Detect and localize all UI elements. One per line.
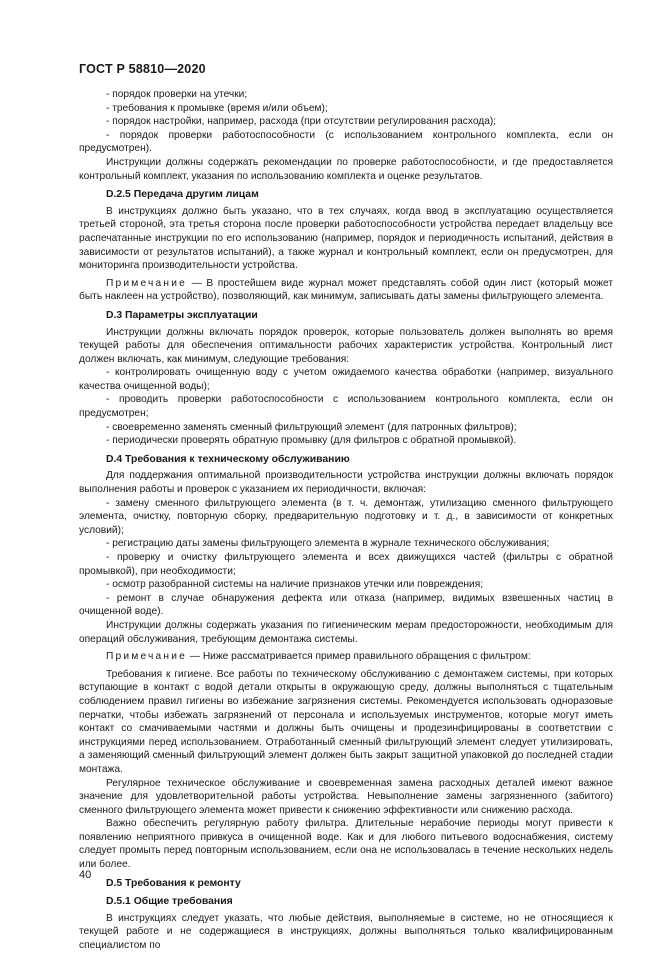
list-item: - периодически проверять обратную промывку (для фильтров с обратной промывкой). (106, 435, 517, 447)
paragraph: Важно обеспечить регулярную работу фильтра. Длительные нерабочие периоды могут привести к появлению неприятного привкуса в очищенной воде. Как и для любого питьевого водоснабжения, систему следует промыть перед повторным использованием, если она не использовалась в течение нескольких недель или более. (79, 818, 613, 871)
note (79, 277, 613, 304)
paragraph: Инструкции должны включать порядок проверок, которые пользователь должен выполнять во время текущей работы для обеспечения оптимальности рабочих характеристик устройства. Контрольный лист должен включать, как минимум, следующие требования: (79, 326, 613, 365)
paragraph: Регулярное техническое обслуживание и своевременная замена расходных деталей имеют важное значение для удовлетворительной работы устройства. Невыполнение замены загрязненного (забитого) сменного фильтрующего элемента может привести к снижению эффективности или снижению расхода. (79, 777, 613, 816)
list-item: - порядок проверки работоспособности (с использованием контрольного комплекта, если он предусмотрен). (79, 129, 613, 155)
list-item: - проверку и очистку фильтрующего элемента и всех движущихся частей (фильтры с обратной промывкой), при необходимости; (79, 552, 613, 577)
note-label: Примечание (106, 651, 187, 663)
list-item: - порядок проверки на утечки; (106, 89, 248, 100)
note-text: — Ниже рассматривается пример правильного обращения с фильтром: (186, 651, 531, 663)
paragraph: Для поддержания оптимальной производительности устройства инструкции должны включать порядок выполнения работы и проверок с указанием их периодичности, включая: (79, 470, 613, 496)
list-item: - контролировать очищенную воду с учетом ожидаемого качества обработки (например, визуального качества очищенной воды); (79, 367, 613, 392)
list-item: - регистрацию даты замены фильтрующего элемента в журнале технического обслуживания; (106, 538, 550, 550)
page-number: 40 (79, 869, 92, 881)
paragraph: Инструкции должны содержать рекомендации по проверке работоспособности, и где предоставляется контрольный комплект, указания по использованию комплекта и оценке результатов. (79, 156, 613, 182)
paragraph: Инструкции должны содержать указания по гигиеническим мерам предосторожности, необходимым для операций обслуживания, требующим демонтажа системы. (79, 619, 613, 645)
list-item: - своевременно заменять сменный фильтрующий элемент (для патронных фильтров); (106, 421, 517, 433)
paragraph: В инструкциях следует указать, что любые действия, выполняемые в системе, но не относящиеся к текущей работе и не содержащиеся в инструкциях, должны выполняться только квалифицированным специалистом по (79, 912, 613, 952)
note-text: — В простейшем виде журнал может представлять собой один лист (который может быть наклеен на устройство), позволяющий, как минимум, записывать даты замены фильтрующего элемента. (79, 277, 613, 303)
section-heading-d51: D.5.1 Общие требования (106, 896, 233, 908)
paragraph: В инструкциях должно быть указано, что в тех случаях, когда ввод в эксплуатацию осуществляется третьей стороной, эта третья сторона после проверки работоспособности устройства передает владельцу все распечатанные инструкции по его использованию (например, порядок и периодичность испытаний, действия в зависимости от результатов испытаний), а также журнал и контрольный комплект, если он предусмотрен, для мониторинга производительности устройства. (79, 205, 613, 272)
list-item: - ремонт в случае обнаружения дефекта или отказа (например, видимых взвешенных частиц в очищенной воде). (79, 592, 613, 618)
paragraph: Требования к гигиене. Все работы по техническому обслуживанию с демонтажем системы, при которых вступающие в контакт с водой детали открыты в окружающую среду, должны выполняться с тщательным соблюдением правил гигиены во избежание загрязнения системы. Рекомендуется использовать одноразовые перчатки, чтобы избежать загрязнений от персонала и используемых инструментов, которые могут иметь контакт со смачиваемыми частями и должны быть очищены и продезинфицированы в соответствии с инструкциями перед использованием. Отработанный сменный фильтрующий элемент следует утилизировать, а заменяющий сменный фильтрующий элемент должен быть закрыт защитной упаковкой до последней стадии монтажа. (79, 668, 613, 775)
list-item: - порядок настройки, например, расхода (при отсутствии регулирования расхода); (106, 116, 497, 128)
list-item: - замену сменного фильтрующего элемента (в т. ч. демонтаж, утилизацию сменного фильтрующего элемента, очистку, повторную сборку, предварительную подготовку и т. д., в зависимости от конкретных условий); (79, 497, 613, 536)
note-label: Примечание (106, 277, 187, 289)
note (79, 650, 613, 664)
document-header: ГОСТ Р 58810—2020 (79, 62, 206, 76)
document-body (79, 88, 613, 953)
list-item: - проводить проверки работоспособности с использованием контрольного комплекта, если он предусмотрен; (79, 394, 613, 420)
list-item: - требования к промывке (время и/или объем); (106, 102, 328, 114)
list-item: - осмотр разобранной системы на наличие признаков утечки или повреждения; (106, 579, 484, 591)
section-heading-d4: D.4 Требования к техническому обслуживанию (106, 453, 350, 465)
section-heading-d25: D.2.5 Передача другим лицам (106, 189, 259, 201)
section-heading-d5: D.5 Требования к ремонту (106, 877, 241, 889)
section-heading-d3: D.3 Параметры эксплуатации (106, 309, 258, 321)
